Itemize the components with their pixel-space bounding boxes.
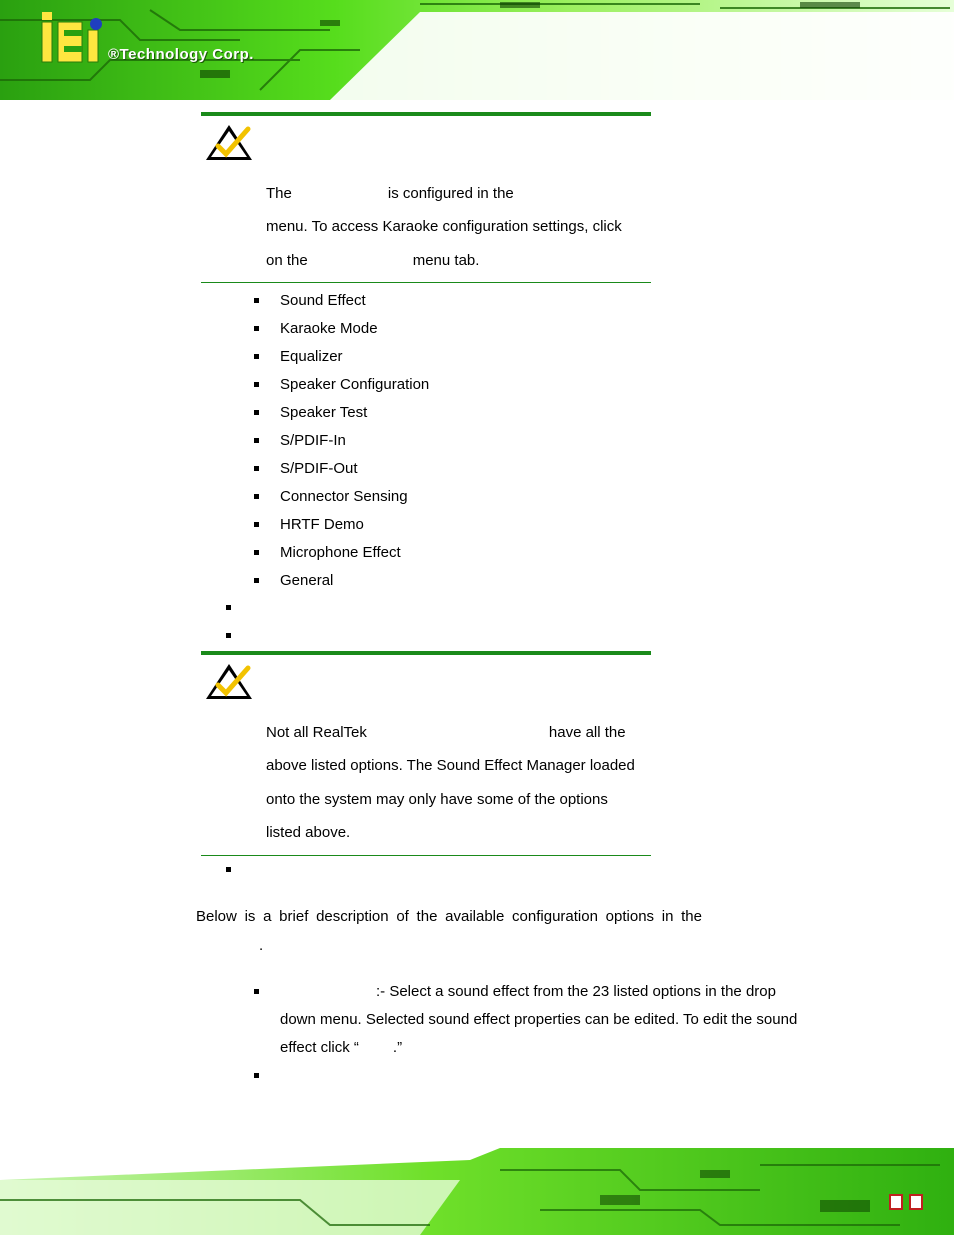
list-item: Speaker Test: [280, 404, 368, 421]
list-item: Speaker Configuration: [280, 376, 430, 393]
intro-paragraph: Below is a brief description of the available configuration options in the: [196, 908, 702, 925]
list-item: S/PDIF-Out: [280, 460, 358, 477]
note-top-rule: [201, 112, 651, 116]
bullet-marker: [254, 354, 259, 359]
list-item: Sound Effect: [280, 292, 366, 309]
bullet-marker: [254, 550, 259, 555]
bullet-marker: [226, 605, 231, 610]
note-line: The is configured in the: [266, 185, 514, 202]
bullet-marker: [226, 867, 231, 872]
option-description: :- Select a sound effect from the 23 listed options in the drop: [376, 983, 776, 1000]
page-header: [0, 0, 954, 100]
note-box: [201, 112, 651, 284]
brand-name: ®Technology Corp.: [108, 46, 254, 63]
option-description: down menu. Selected sound effect properties can be edited. To edit the sound: [280, 1011, 798, 1028]
note-line: onto the system may only have some of the options: [266, 791, 608, 808]
list-item: Connector Sensing: [280, 488, 408, 505]
circuit-board-footer: [0, 1140, 954, 1235]
note-top-rule: [201, 651, 651, 655]
list-item: S/PDIF-In: [280, 432, 346, 449]
list-item: HRTF Demo: [280, 516, 364, 533]
note-box: [201, 651, 651, 857]
list-item: Microphone Effect: [280, 544, 401, 561]
note-line: on the menu tab.: [266, 252, 480, 269]
note-line: above listed options. The Sound Effect Manager loaded: [266, 757, 635, 774]
bullet-marker: [254, 578, 259, 583]
option-description: effect click “ .”: [280, 1039, 403, 1056]
note-check-icon: [204, 662, 254, 702]
bullet-marker: [254, 522, 259, 527]
bullet-marker: [254, 410, 259, 415]
intro-paragraph-end: .: [259, 937, 264, 954]
bullet-marker: [254, 382, 259, 387]
note-line: menu. To access Karaoke configuration settings, click: [266, 218, 622, 235]
bullet-marker: [254, 1073, 259, 1078]
note-bottom-rule: [201, 282, 651, 283]
list-item: General: [280, 572, 334, 589]
bullet-marker: [254, 438, 259, 443]
list-item: Equalizer: [280, 348, 343, 365]
bullet-marker: [254, 326, 259, 331]
bullet-marker: [254, 989, 259, 994]
note-bottom-rule: [201, 855, 651, 856]
bullet-marker: [254, 494, 259, 499]
bullet-marker: [254, 466, 259, 471]
bullet-marker: [226, 633, 231, 638]
page-footer: [0, 1140, 954, 1235]
list-item: Karaoke Mode: [280, 320, 378, 337]
bullet-marker: [254, 298, 259, 303]
note-check-icon: [204, 123, 254, 163]
note-line: listed above.: [266, 824, 351, 841]
note-line: Not all RealTek have all the: [266, 724, 626, 741]
